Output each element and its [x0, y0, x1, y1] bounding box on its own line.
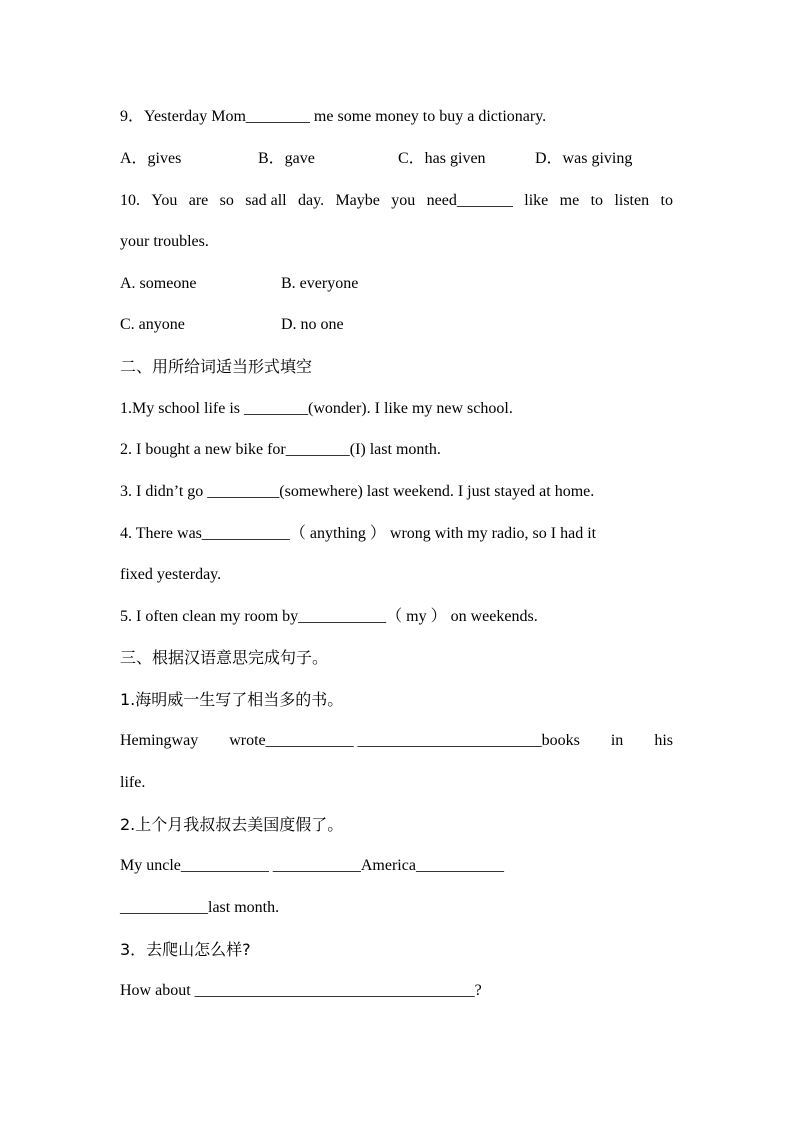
q1-word: wrote___________ _______________________books: [229, 732, 580, 749]
fill-in-item-2: 2. I bought a new bike for________(I) last month.: [120, 441, 441, 458]
translate-item-2-english-continued: ___________last month.: [120, 899, 280, 916]
q1-word: his: [654, 732, 673, 749]
q10-word: to: [660, 192, 673, 209]
q10-word: You: [151, 192, 178, 209]
q10-word: you: [391, 192, 416, 209]
q10-word: need_______: [426, 192, 513, 209]
q10-option-d: D. no one: [281, 316, 344, 333]
fill-in-item-5: 5. I often clean my room by___________（ my ） on weekends.: [120, 608, 538, 625]
q9-option-b: B．gave: [258, 150, 315, 167]
translate-item-2-chinese: 2.上个月我叔叔去美国度假了。: [120, 815, 344, 834]
fill-in-item-4: 4. There was___________（ anything ） wrong with my radio, so I had it: [120, 525, 597, 542]
translate-item-3-english: How about ___________________________________?: [120, 982, 482, 999]
q10-word: Maybe: [335, 192, 380, 209]
translate-item-2-english: My uncle___________ ___________America___________: [120, 857, 504, 874]
fill-in-item-4-continued: fixed yesterday.: [120, 566, 222, 583]
translate-item-3-chinese: 3．去爬山怎么样?: [120, 940, 251, 959]
q10-word: day.: [298, 192, 325, 209]
q10-option-a: A. someone: [120, 275, 197, 292]
q9-option-d: D．was giving: [535, 150, 633, 167]
q9-option-a: A．gives: [120, 150, 182, 167]
q10-option-c: C. anyone: [120, 316, 185, 333]
q10-word: like: [524, 192, 549, 209]
translate-item-1-english: [120, 731, 673, 751]
q10-option-b: B. everyone: [281, 275, 359, 292]
q10-word: sad all: [245, 192, 287, 209]
fill-in-item-3: 3. I didn’t go _________(somewhere) last weekend. I just stayed at home.: [120, 483, 595, 500]
q10-word: 10.: [120, 192, 140, 209]
q1-word: in: [610, 732, 624, 749]
translate-item-1-english-continued: life.: [120, 774, 146, 791]
q10-word: me: [559, 192, 580, 209]
question-10-stem-continued: your troubles.: [120, 233, 209, 250]
section-2-heading: 二、用所给词适当形式填空: [120, 357, 313, 376]
q10-word: so: [219, 192, 234, 209]
q1-word: Hemingway: [120, 732, 199, 749]
q9-option-c: C．has given: [398, 150, 486, 167]
section-3-heading: 三、根据汉语意思完成句子。: [120, 648, 329, 667]
translate-item-1-chinese: 1.海明威一生写了相当多的书。: [120, 690, 344, 709]
q10-word: are: [188, 192, 209, 209]
q10-word: listen: [614, 192, 650, 209]
question-9-stem: 9．Yesterday Mom________ me some money to buy a dictionary.: [120, 108, 547, 125]
question-10-stem: [120, 191, 673, 211]
q10-word: to: [590, 192, 604, 209]
fill-in-item-1: 1.My school life is ________(wonder). I like my new school.: [120, 400, 513, 417]
